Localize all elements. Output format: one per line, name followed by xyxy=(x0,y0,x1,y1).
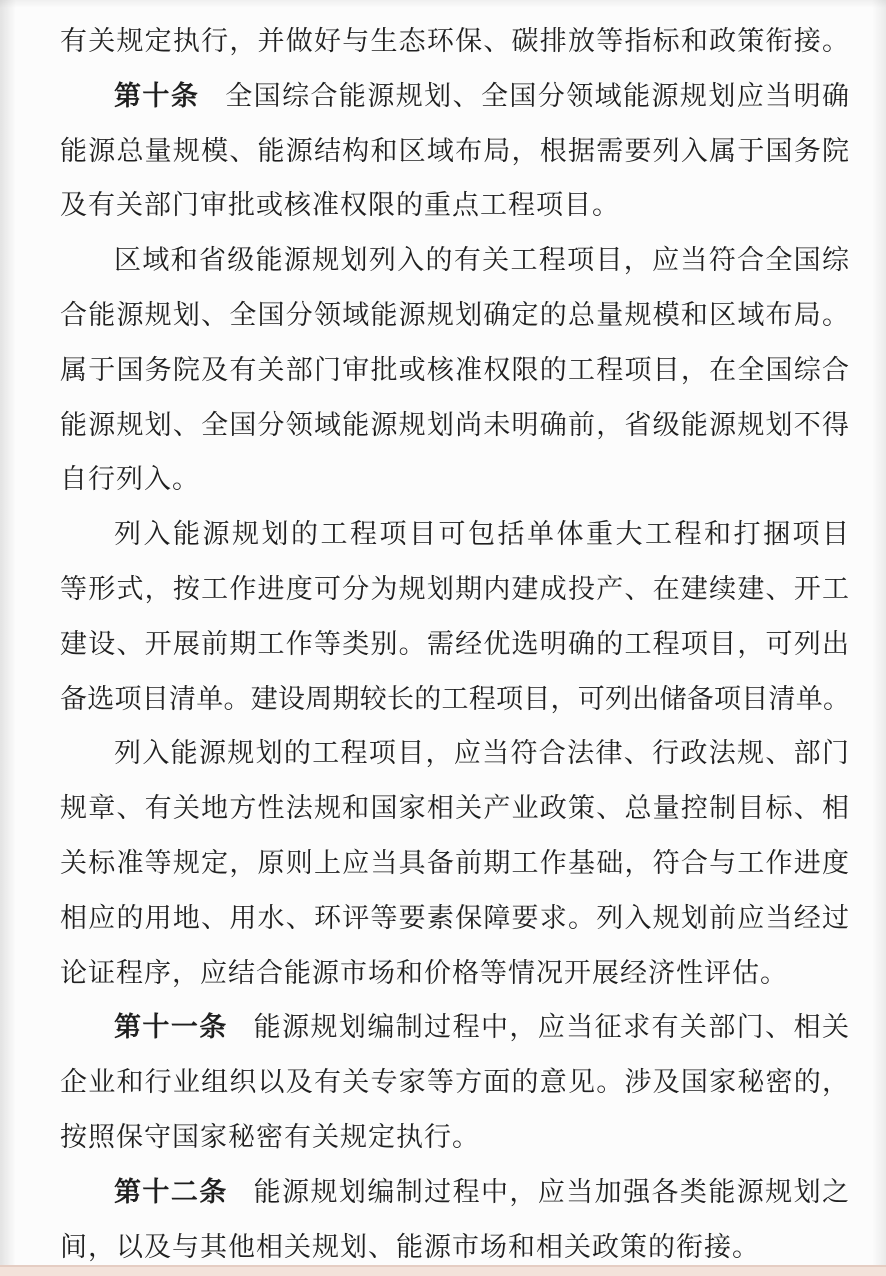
text-line xyxy=(60,124,850,179)
line-text: 列入能源规划的工程项目可包括单体重大工程和打捆项目 xyxy=(114,519,850,550)
line-text: 按照保守国家秘密有关规定执行。 xyxy=(60,1121,480,1152)
line-text: 规章、有关地方性法规和国家相关产业政策、总量控制目标、相 xyxy=(60,793,850,824)
text-line xyxy=(60,452,850,507)
line-text: 合能源规划、全国分领域能源规划确定的总量规模和区域布局。 xyxy=(60,299,850,330)
line-text: 全国综合能源规划、全国分领域能源规划应当明确 xyxy=(225,80,850,111)
line-text: 关标准等规定，原则上应当具备前期工作基础，符合与工作进度 xyxy=(60,847,850,878)
text-line xyxy=(60,1165,850,1220)
text-line xyxy=(60,617,850,672)
text-line xyxy=(60,398,850,453)
text-line xyxy=(60,672,850,727)
text-line xyxy=(60,836,850,891)
article-number: 第十条 xyxy=(114,80,200,111)
text-line xyxy=(60,946,850,1001)
line-text: 备选项目清单。建设周期较长的工程项目，可列出储备项目清单。 xyxy=(60,683,850,714)
line-text: 区域和省级能源规划列入的有关工程项目，应当符合全国综 xyxy=(114,245,850,276)
line-text: 及有关部门审批或核准权限的重点工程项目。 xyxy=(60,190,620,221)
line-text: 能源规划编制过程中，应当征求有关部门、相关 xyxy=(253,1012,851,1043)
line-text: 列入能源规划的工程项目，应当符合法律、行政法规、部门 xyxy=(114,738,850,769)
text-line xyxy=(60,726,850,781)
line-text: 能源规划编制过程中，应当加强各类能源规划之 xyxy=(253,1176,851,1207)
text-line xyxy=(60,233,850,288)
article-number: 第十二条 xyxy=(114,1176,228,1207)
document-page xyxy=(60,14,850,1274)
text-line xyxy=(60,562,850,617)
text-line xyxy=(60,178,850,233)
text-line xyxy=(60,1055,850,1110)
text-line xyxy=(60,507,850,562)
line-text: 相应的用地、用水、环评等要素保障要求。列入规划前应当经过 xyxy=(60,902,850,933)
line-text: 能源规划、全国分领域能源规划尚未明确前，省级能源规划不得 xyxy=(60,409,850,440)
text-line xyxy=(60,14,850,69)
text-line xyxy=(60,69,850,124)
line-text: 自行列入。 xyxy=(60,464,200,495)
line-text: 属于国务院及有关部门审批或核准权限的工程项目，在全国综合 xyxy=(60,354,850,385)
text-line xyxy=(60,343,850,398)
line-text: 企业和行业组织以及有关专家等方面的意见。涉及国家秘密的， xyxy=(60,1067,850,1098)
page-edge-shadow-top xyxy=(0,0,886,8)
line-text: 间，以及与其他相关规划、能源市场和相关政策的衔接。 xyxy=(60,1231,760,1262)
line-text: 有关规定执行，并做好与生态环保、碳排放等指标和政策衔接。 xyxy=(60,26,850,56)
page-edge-shadow-left xyxy=(0,0,16,1276)
line-text: 论证程序，应结合能源市场和价格等情况开展经济性评估。 xyxy=(60,957,788,988)
page-edge-shadow-right xyxy=(872,0,886,1276)
text-line xyxy=(60,891,850,946)
line-text: 能源总量规模、能源结构和区域布局，根据需要列入属于国务院 xyxy=(60,135,850,166)
text-line xyxy=(60,781,850,836)
footer-bar xyxy=(0,1265,886,1276)
text-line xyxy=(60,288,850,343)
line-text: 等形式，按工作进度可分为规划期内建成投产、在建续建、开工 xyxy=(60,573,850,604)
text-line xyxy=(60,1000,850,1055)
article-number: 第十一条 xyxy=(114,1012,228,1043)
line-text: 建设、开展前期工作等类别。需经优选明确的工程项目，可列出 xyxy=(60,628,850,659)
text-line xyxy=(60,1110,850,1165)
